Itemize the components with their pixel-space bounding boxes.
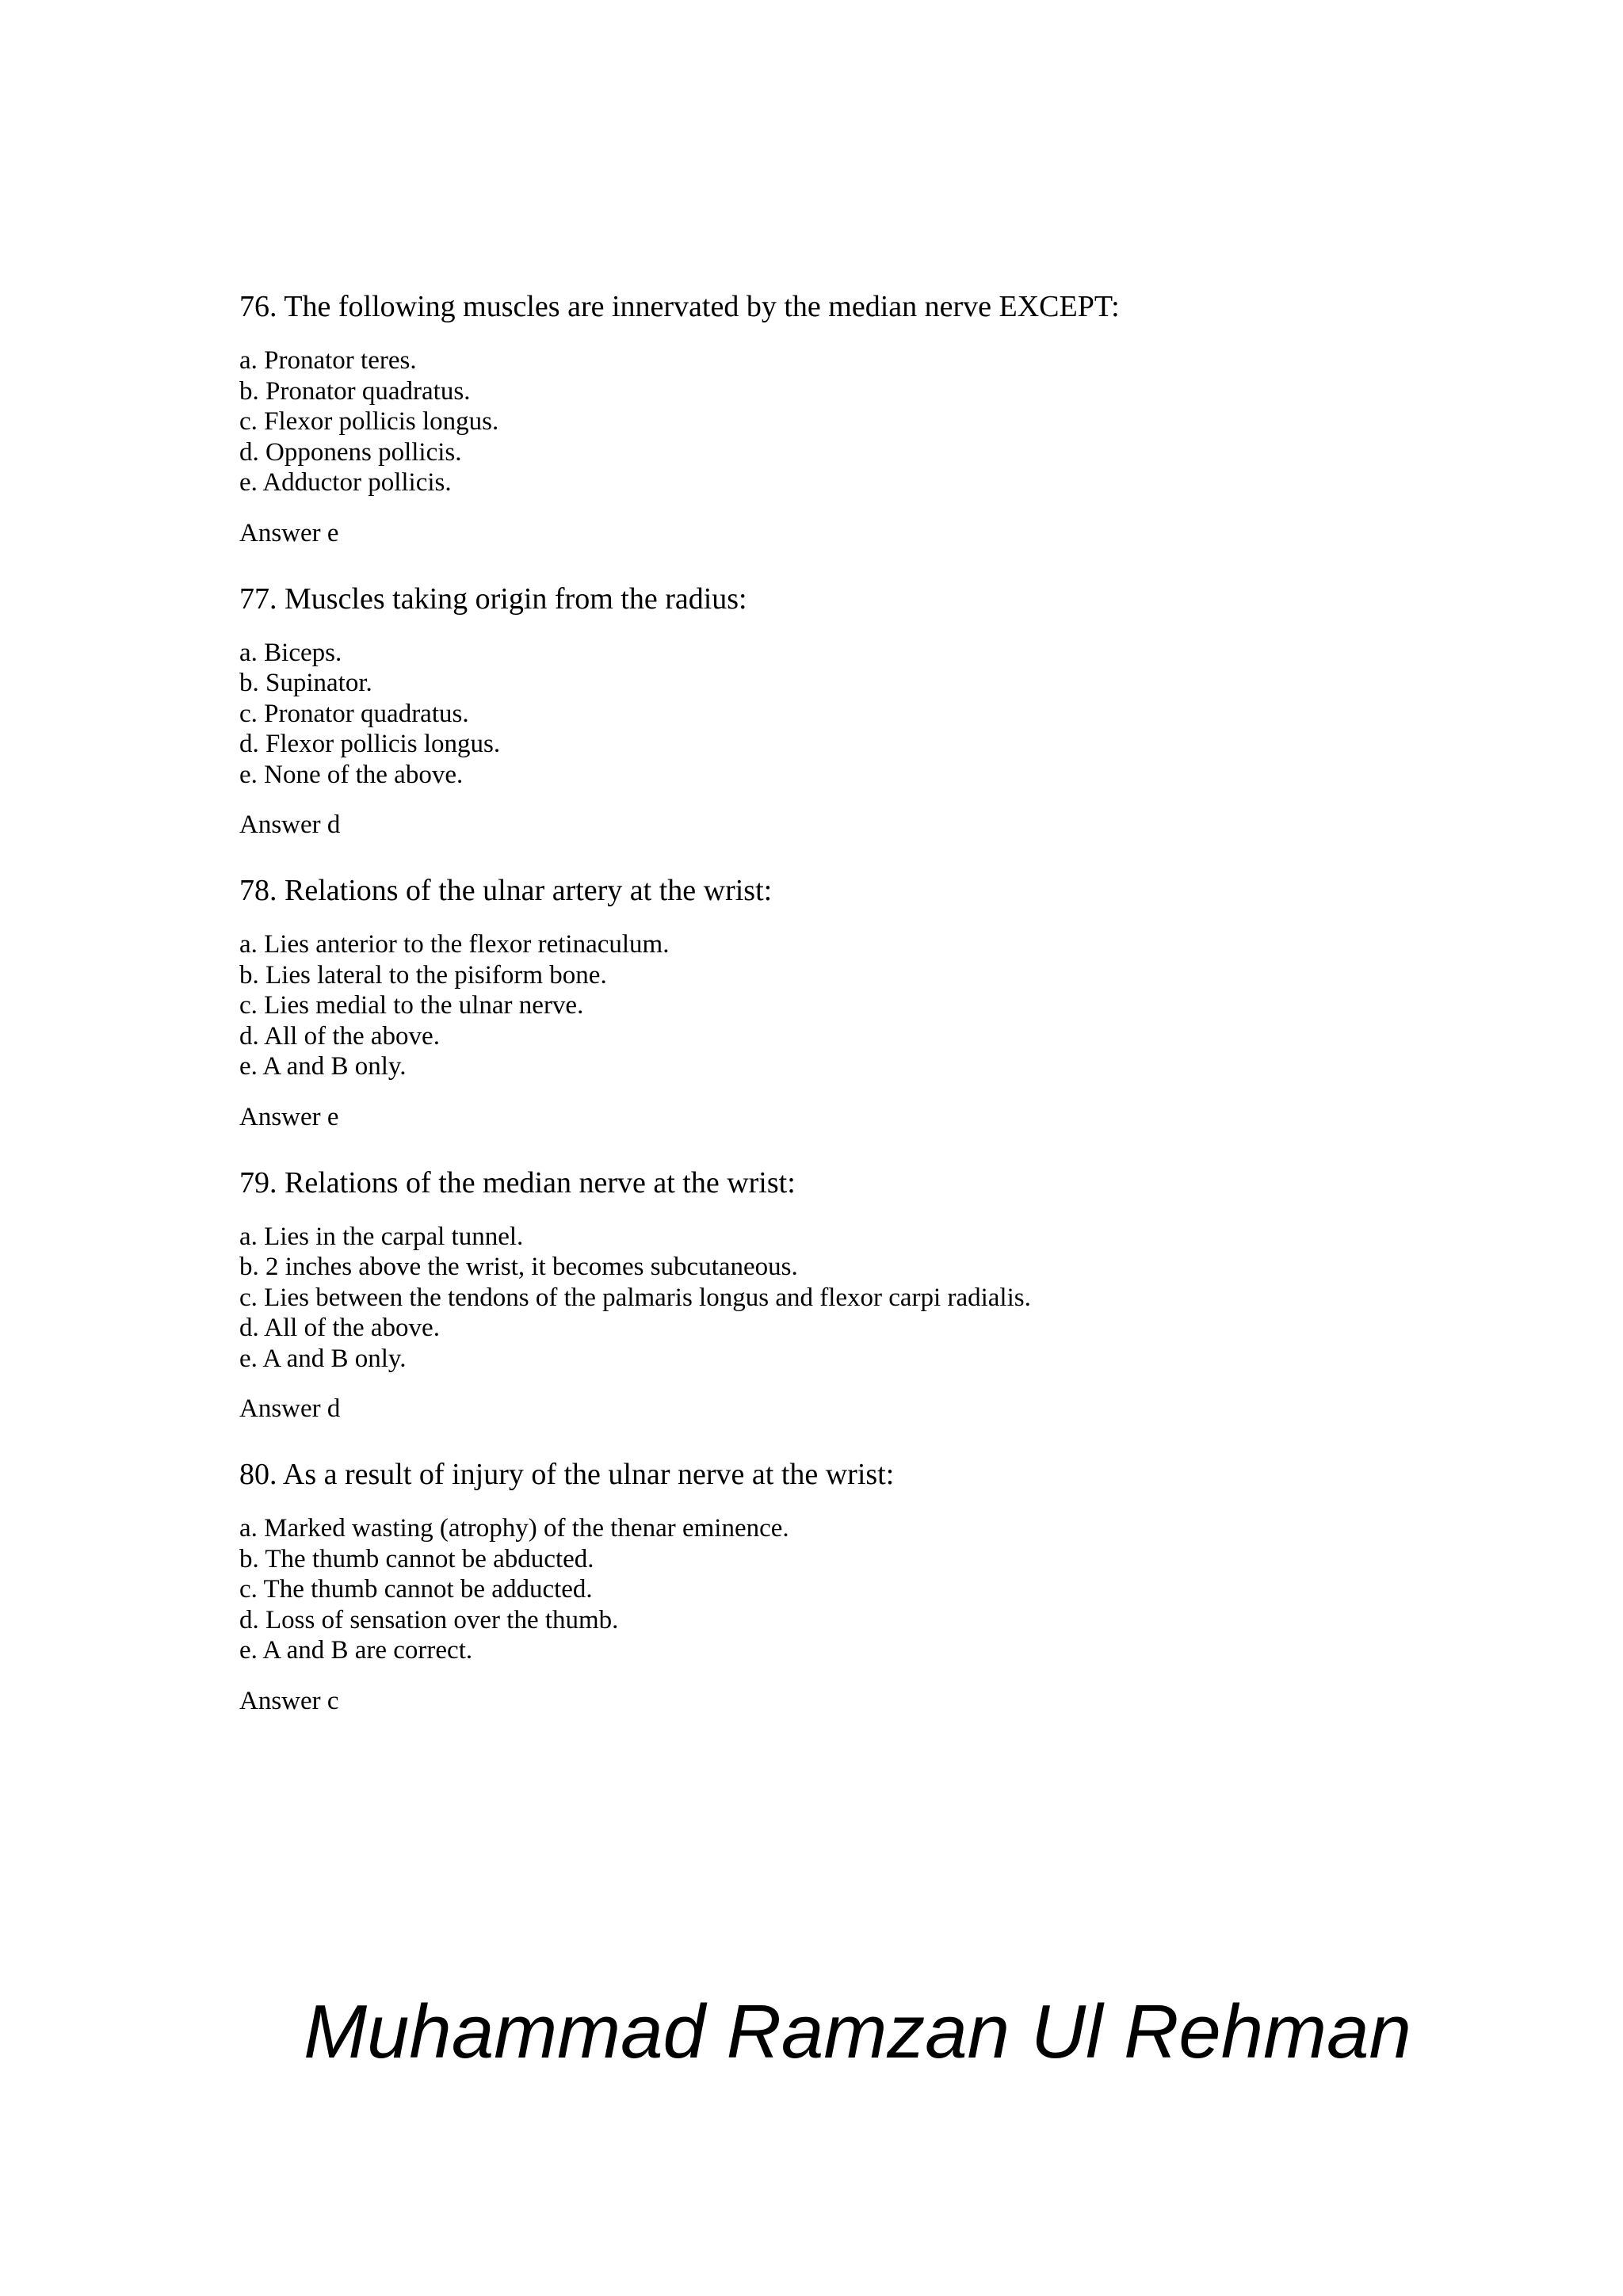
option-a: a. Biceps.: [239, 638, 342, 667]
question-80: [239, 1455, 1428, 1717]
option-c: c. Lies medial to the ulnar nerve.: [239, 991, 584, 1020]
option-c: c. Flexor pollicis longus.: [239, 407, 499, 436]
option-a: a. Pronator teres.: [239, 346, 417, 375]
option-list: [239, 1513, 1428, 1666]
option-a: a. Marked wasting (atrophy) of the thenar eminence.: [239, 1514, 789, 1543]
option-d: d. All of the above.: [239, 1314, 440, 1342]
answer-line: Answer c: [239, 1686, 339, 1715]
option-list: [239, 638, 1428, 791]
option-c: c. Pronator quadratus.: [239, 699, 469, 728]
question-title: 76. The following muscles are innervated by the median nerve EXCEPT:: [239, 290, 1120, 323]
answer-line: Answer d: [239, 1394, 341, 1423]
option-e: e. A and B only.: [239, 1052, 407, 1081]
option-c: c. Lies between the tendons of the palmaris longus and flexor carpi radialis.: [239, 1283, 1031, 1312]
option-c: c. The thumb cannot be adducted.: [239, 1575, 593, 1604]
option-e: e. A and B are correct.: [239, 1636, 473, 1665]
option-b: b. Lies lateral to the pisiform bone.: [239, 960, 607, 990]
question-79: [239, 1163, 1428, 1425]
option-d: d. Flexor pollicis longus.: [239, 730, 501, 758]
option-b: b. 2 inches above the wrist, it becomes subcutaneous.: [239, 1253, 798, 1281]
answer-line: Answer e: [239, 1102, 339, 1131]
mcq-page-content: [239, 287, 1428, 1747]
option-b: b. Supinator.: [239, 669, 372, 697]
question-title: 77. Muscles taking origin from the radius:: [239, 582, 747, 616]
question-78: [239, 871, 1428, 1133]
option-e: e. Adductor pollicis.: [239, 468, 452, 497]
option-d: d. Loss of sensation over the thumb.: [239, 1605, 619, 1634]
option-list: [239, 929, 1428, 1082]
option-e: e. None of the above.: [239, 760, 464, 789]
option-list: [239, 1222, 1428, 1375]
option-b: b. Pronator quadratus.: [239, 376, 471, 406]
option-a: a. Lies in the carpal tunnel.: [239, 1222, 524, 1251]
option-d: d. Opponens pollicis.: [239, 437, 462, 467]
option-e: e. A and B only.: [239, 1344, 407, 1373]
answer-line: Answer e: [239, 518, 339, 547]
option-b: b. The thumb cannot be abducted.: [239, 1544, 594, 1573]
question-76: [239, 287, 1428, 549]
option-list: [239, 345, 1428, 498]
question-title: 80. As a result of injury of the ulnar nerve at the wrist:: [239, 1458, 895, 1491]
author-signature: Muhammad Ramzan Ul Rehman: [304, 1989, 1411, 2074]
option-d: d. All of the above.: [239, 1021, 440, 1051]
question-title: 79. Relations of the median nerve at the wrist:: [239, 1165, 796, 1199]
question-title: 78. Relations of the ulnar artery at the wrist:: [239, 874, 773, 907]
answer-line: Answer d: [239, 810, 341, 839]
question-77: [239, 579, 1428, 841]
option-a: a. Lies anterior to the flexor retinaculum.: [239, 930, 670, 959]
